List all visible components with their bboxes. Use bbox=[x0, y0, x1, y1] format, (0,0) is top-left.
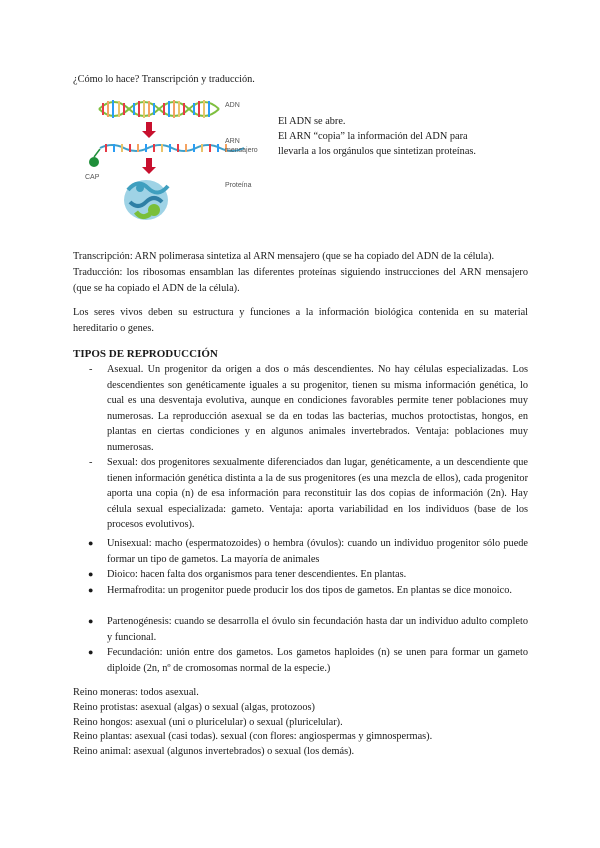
diagram-label-mensajero: mensajero bbox=[225, 147, 258, 154]
side-text-line-1: El ADN se abre. bbox=[278, 116, 346, 127]
dna-helix-icon bbox=[99, 100, 219, 118]
dash-marker: - bbox=[89, 457, 93, 468]
protein-icon bbox=[124, 180, 168, 220]
diagram-label-cap: CAP bbox=[85, 174, 100, 181]
list-item-text: Asexual. Un progenitor da origen a dos o más descendientes. No hay células especializadas. Los descendientes son genéticamente iguales a su progenitor, tienen su misma información genética, lo cual es una desventaja evolutiva, aunque en condiciones favorables permite tener poblaciones muy numerosas. La reproducción asexual se da en todas las bacterias, muchos protoctistas, hongos, en plantas en ciertas condiciones y en algunos animales invertebrados. Ventaja: poblaciones muy numerosas. bbox=[107, 364, 528, 453]
side-text-line-2: El ARN “copia” la información del ADN para bbox=[278, 131, 468, 142]
kingdom-moneras: Reino moneras: todos asexual. bbox=[73, 687, 199, 698]
list-item-text: Fecundación: unión entre dos gametos. Los gametos haploides (n) se unen para formar un gameto diploide (2n, nº de cromosomas normal de la especie.) bbox=[107, 647, 528, 674]
bullet-marker: ● bbox=[88, 569, 94, 579]
side-explanation bbox=[278, 114, 538, 159]
kingdom-hongos: Reino hongos: asexual (uni o pluricelular) o sexual (pluricelular). bbox=[73, 716, 343, 728]
intro-heading: ¿Cómo lo hace? Transcripción y traducción. bbox=[73, 74, 255, 85]
bullet-marker: ● bbox=[88, 585, 94, 595]
bullet-marker: ● bbox=[88, 538, 94, 548]
list-item-text: Hermafrodita: un progenitor puede producir los dos tipos de gametos. En plantas se dice monoico. bbox=[107, 585, 512, 596]
list-item-text: Partenogénesis: cuando se desarrolla el óvulo sin fecundación hasta dar un individuo adulto completo y funcional. bbox=[107, 616, 528, 643]
transcription-diagram bbox=[84, 92, 274, 234]
bullet-marker: ● bbox=[88, 616, 94, 626]
diagram-label-proteina: Proteína bbox=[225, 182, 252, 189]
diagram-svg bbox=[84, 92, 274, 234]
kingdom-plantas: Reino plantas: asexual (casi todas). sexual (con flores: angiospermas y gimnospermas). bbox=[73, 731, 433, 743]
diagram-label-arn: ARN bbox=[225, 138, 240, 145]
diagram-label-adn: ADN bbox=[225, 102, 240, 109]
arrow-down-icon-2 bbox=[142, 158, 156, 174]
kingdom-animal: Reino animal: asexual (algunos invertebrados) o sexual (los demás). bbox=[73, 746, 355, 758]
mrna-strand-icon bbox=[89, 144, 244, 167]
list-item-text: Dioico: hacen falta dos organismos para tener descendientes. En plantas. bbox=[107, 569, 407, 580]
cap-icon bbox=[89, 157, 99, 167]
living-beings-paragraph: Los seres vivos deben su estructura y funciones a la información biológica contenida en su material hereditario o genes. bbox=[73, 307, 528, 334]
bullet-marker: ● bbox=[88, 647, 94, 657]
dash-marker: - bbox=[89, 364, 93, 375]
kingdoms-list bbox=[73, 686, 528, 760]
list-item-text: Sexual: dos progenitores sexualmente diferenciados dan lugar, genéticamente, a un descendiente que tienen información genética distinta a la de sus progenitores (es una mezcla de ellos), cada progenitor aporta una copia (n) de esa información para reconstituir las dos copias de información (2n). Hay célula sexual especializada: gameto. Ventaja: aporta variabilidad en los individuos (base de los procesos evolutivos). bbox=[107, 457, 528, 530]
side-text-line-3: llevarla a los orgánulos que sintetizan proteínas. bbox=[278, 146, 476, 157]
arrow-down-icon bbox=[142, 122, 156, 138]
list-item-text: Unisexual: macho (espermatozoides) o hembra (óvulos): cuando un individuo progenitor sólo puede formar un tipo de gametos. La mayoría de animales bbox=[107, 538, 528, 565]
translation-definition: Traducción: los ribosomas ensamblan las diferentes proteínas siguiendo instrucciones del ARN mensajero (que se ha copiado el ADN de la célula). bbox=[73, 267, 528, 294]
reproduction-heading: TIPOS DE REPRODUCCIÓN bbox=[73, 348, 218, 360]
kingdom-protistas: Reino protistas: asexual (algas) o sexual (algas, protozoos) bbox=[73, 701, 315, 713]
transcription-definition: Transcripción: ARN polimerasa sintetiza al ARN mensajero (que se ha copiado del ADN de la célula). bbox=[73, 251, 495, 262]
